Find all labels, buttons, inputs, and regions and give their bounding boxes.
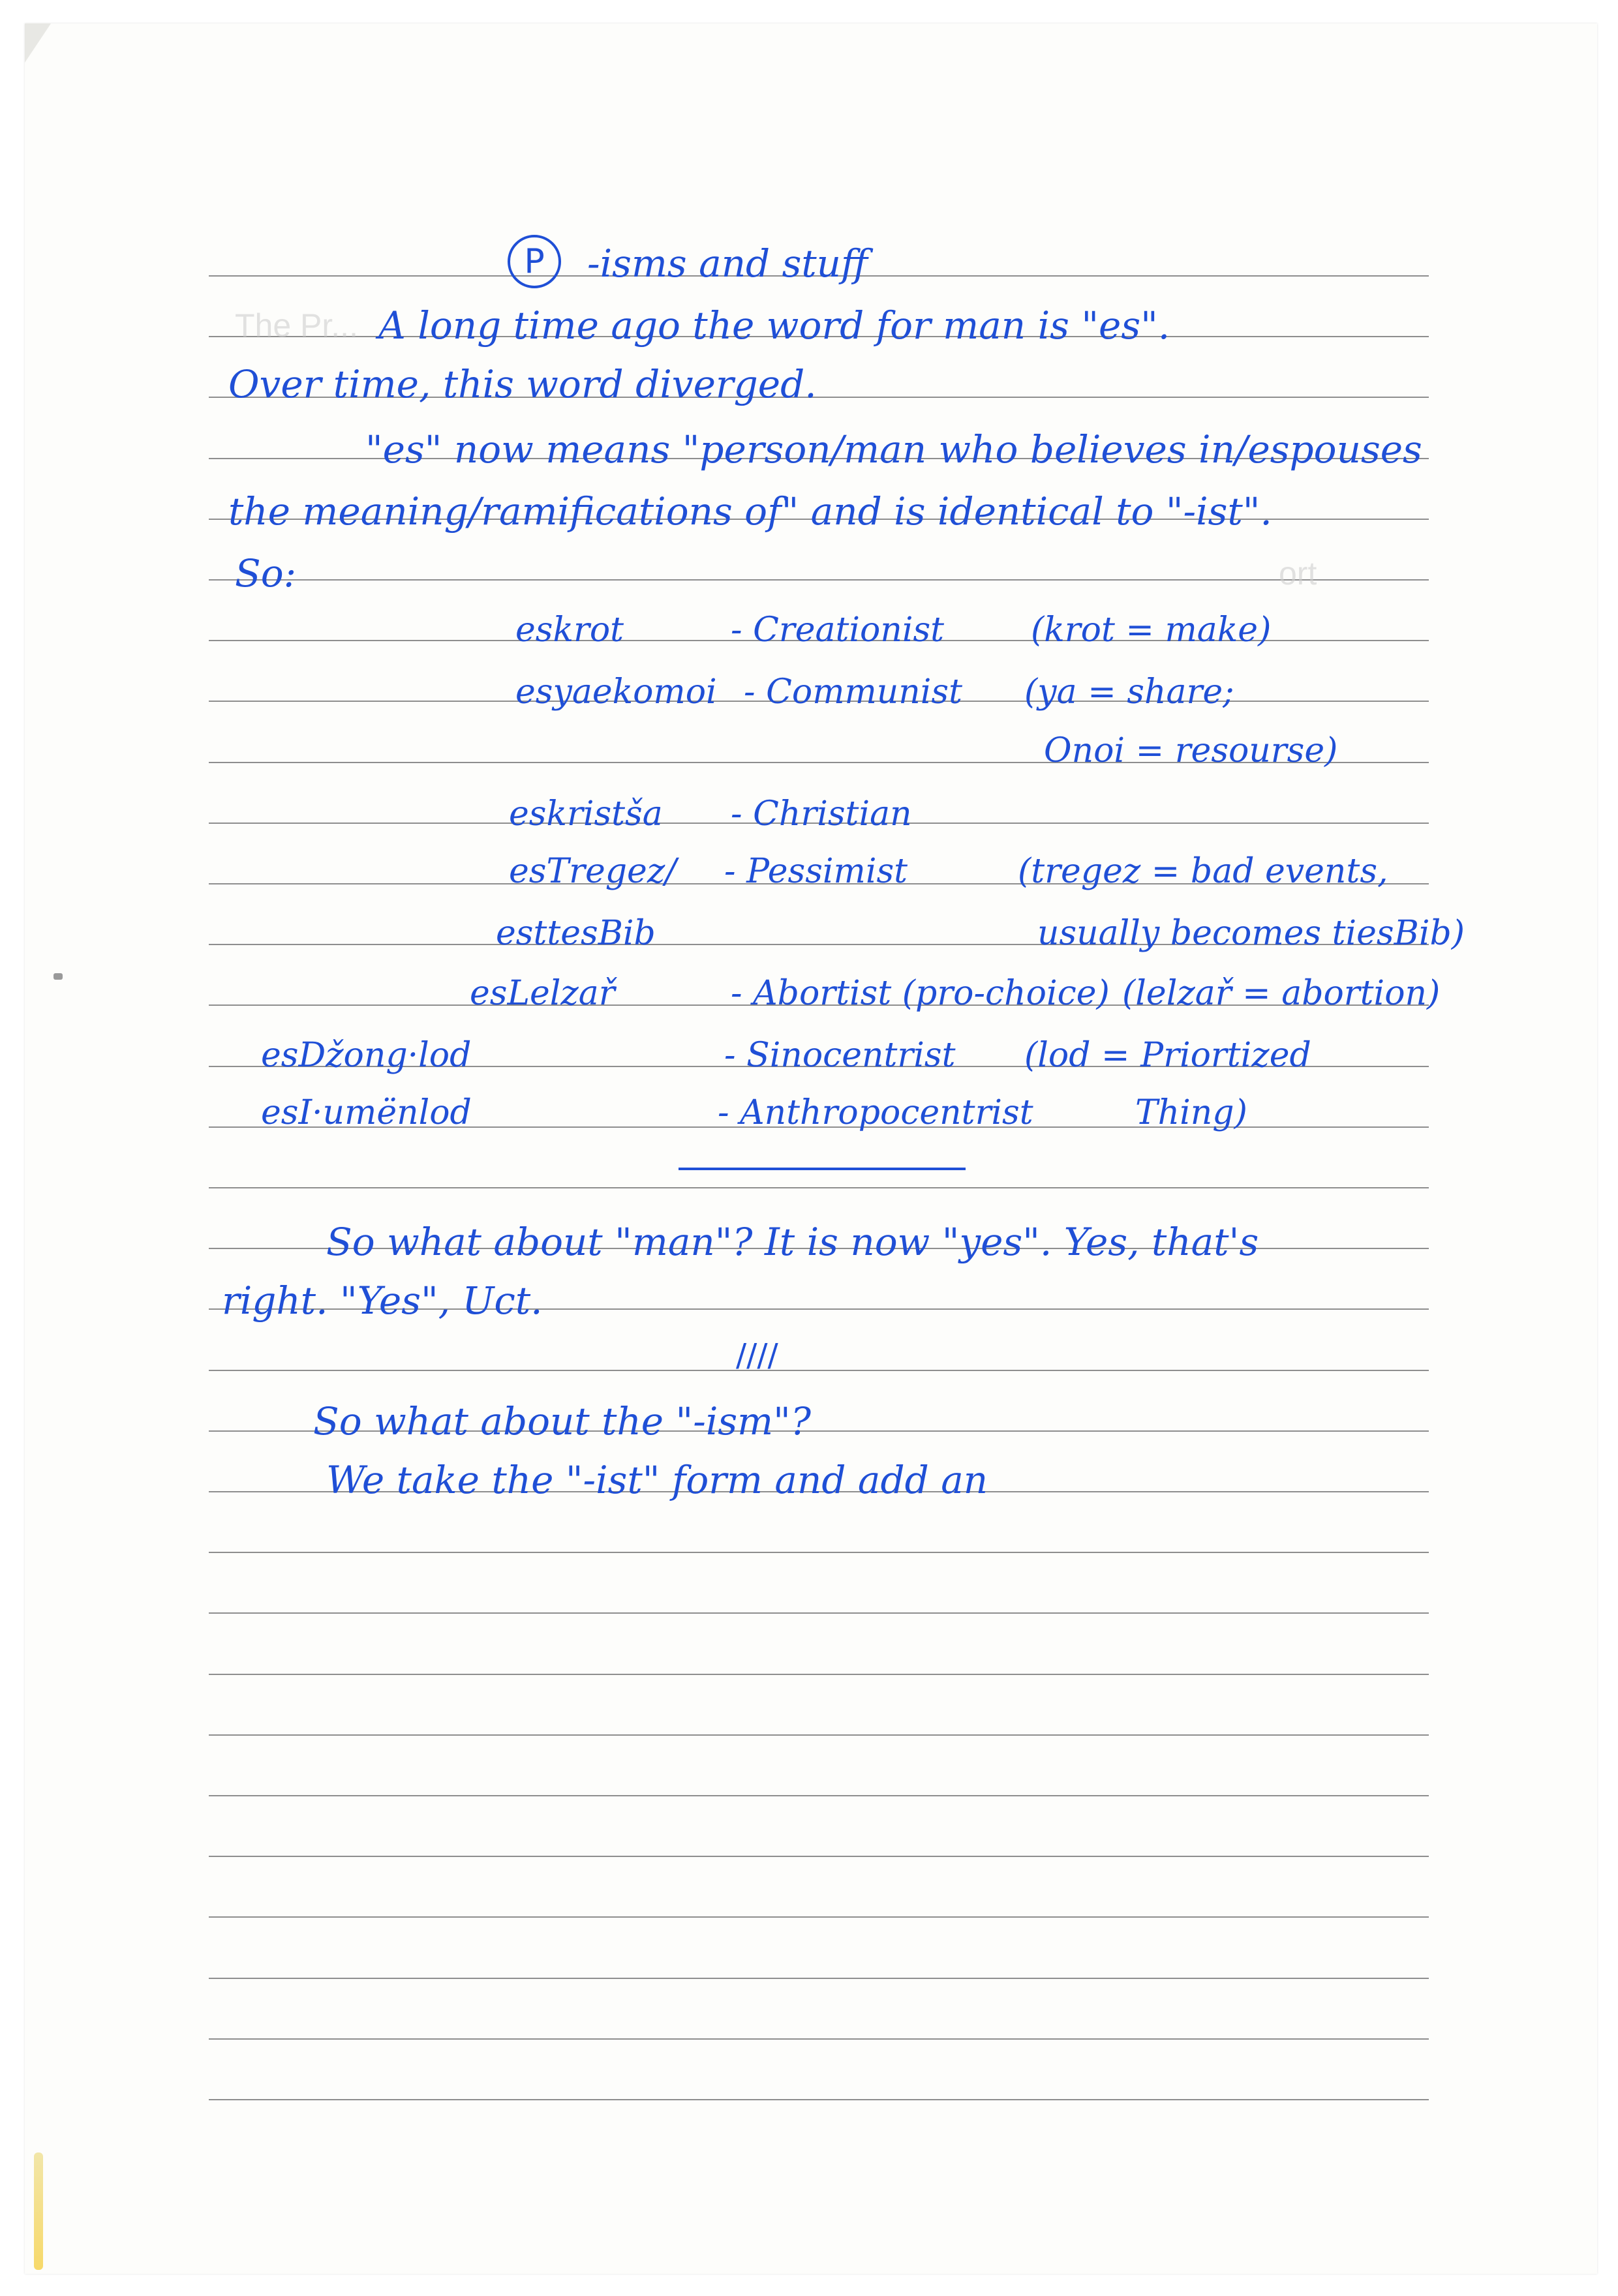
intro-line-4: the meaning/ramifications of" and is identical to "-ist". <box>228 489 1272 534</box>
closing-line-2: right. "Yes", Uct. <box>222 1278 543 1323</box>
page-title: -isms and stuff <box>587 241 868 286</box>
entry-meaning: - Communist <box>744 672 963 712</box>
intro-line-3: "es" now means "person/man who believes in/espouses <box>365 427 1422 472</box>
bleed-through-text: ort <box>1279 555 1317 592</box>
entry-term: esDžong·lod <box>261 1036 472 1075</box>
entry-note: (krot = make) <box>1031 611 1272 650</box>
ruled-line <box>209 1370 1429 1371</box>
page-corner-fold <box>25 23 51 63</box>
entry-note: (ya = share; <box>1024 672 1234 712</box>
entry-note: (tregez = bad events, <box>1018 852 1388 891</box>
ruled-line <box>209 579 1429 581</box>
entry-term: esI·umënlod <box>261 1093 472 1132</box>
entry-note: (lod = Priortized <box>1024 1036 1311 1075</box>
closing-line-3: So what about the "-ism"? <box>313 1399 811 1443</box>
ruled-line <box>209 1734 1429 1736</box>
ruled-line <box>209 1612 1429 1614</box>
ruled-line <box>209 1187 1429 1188</box>
closing-line-1: So what about "man"? It is now "yes". Yes, that's <box>326 1220 1259 1264</box>
entry-meaning: - Anthropocentrist <box>718 1093 1033 1132</box>
entry-note: (lelzař = abortion) <box>1122 974 1441 1013</box>
section-end-underline <box>679 1168 966 1170</box>
entry-term: eskrot <box>515 611 624 650</box>
entry-term: eskristša <box>509 794 663 834</box>
intro-line-2: Over time, this word diverged. <box>228 362 817 406</box>
ruled-line <box>209 2099 1429 2100</box>
entry-meaning: - Christian <box>731 794 912 834</box>
entry-term: esyaekomoi <box>515 672 717 712</box>
entry-term: esLelzař <box>470 974 615 1013</box>
divider-mark: //// <box>736 1337 778 1374</box>
intro-line-5: So: <box>235 551 297 596</box>
ruled-line <box>209 1795 1429 1796</box>
bleed-through-text: The Pr... <box>235 307 358 344</box>
entry-note: Thing) <box>1135 1093 1247 1132</box>
entry-meaning: - Pessimist <box>724 852 908 891</box>
ruled-line <box>209 1978 1429 1979</box>
ruled-line <box>209 2038 1429 2040</box>
entry-meaning: - Abortist (pro-choice) <box>731 974 1110 1013</box>
page-letter-badge: P <box>508 235 561 288</box>
entry-note: usually becomes tiesBib) <box>1037 914 1465 953</box>
notebook-page <box>25 23 1597 2274</box>
ruled-line <box>209 1916 1429 1918</box>
entry-term: esttesBib <box>496 914 656 953</box>
entry-note: Onoi = resourse) <box>1044 731 1338 770</box>
closing-line-4: We take the "-ist" form and add an <box>326 1458 988 1502</box>
ruled-line <box>209 1856 1429 1857</box>
ruled-line <box>209 1552 1429 1553</box>
entry-meaning: - Creationist <box>731 611 945 650</box>
ruled-line <box>209 1674 1429 1675</box>
entry-term: esTregez/ <box>509 852 677 891</box>
intro-line-1: A long time ago the word for man is "es". <box>378 303 1170 348</box>
entry-meaning: - Sinocentrist <box>724 1036 956 1075</box>
page-edge-stain <box>34 2152 43 2270</box>
punch-mark <box>53 973 63 980</box>
